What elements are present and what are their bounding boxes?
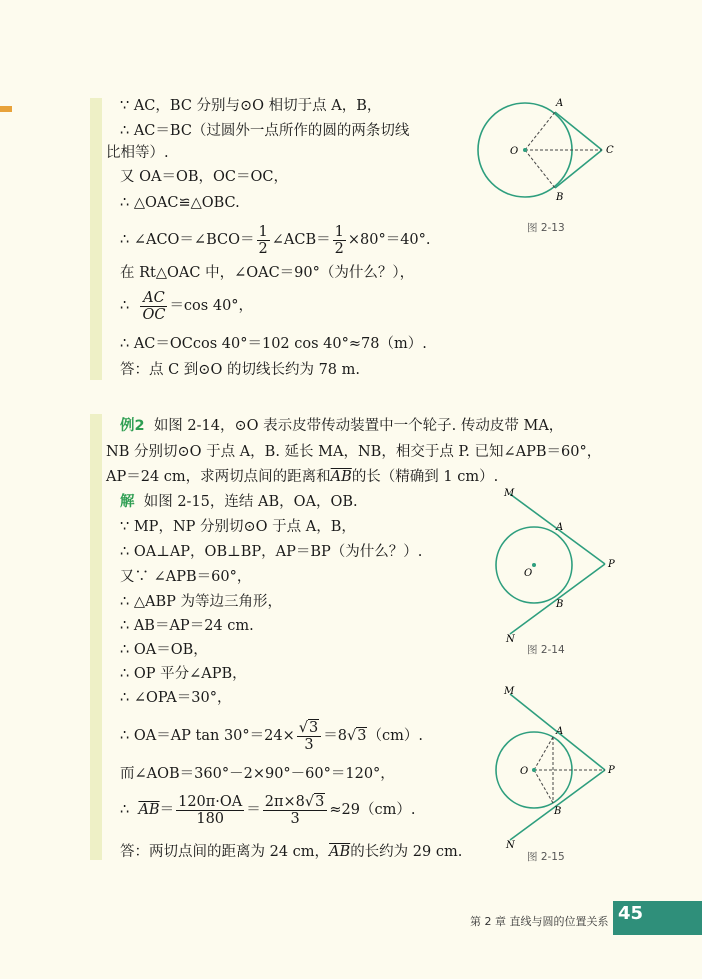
label-o: O	[520, 766, 529, 777]
tangent-bc	[555, 150, 602, 188]
tangent-np	[510, 770, 605, 840]
sqrt-arg: 3	[315, 793, 325, 810]
eq-sign: ＝	[246, 802, 261, 818]
fraction-ac-oc	[140, 290, 167, 323]
text-line: 又∵ ∠APB＝60°，	[120, 569, 252, 585]
text-line: ∴ OA＝OB，	[120, 642, 208, 658]
label-b: B	[554, 806, 562, 817]
frac-den: 3	[304, 736, 314, 753]
chapter-title: 第 2 章 直线与圆的位置关系	[470, 915, 609, 928]
eq-mid: ＝8	[323, 728, 347, 744]
eq-tail: ＝cos 40°，	[169, 298, 254, 314]
eq-lead: ∴	[120, 298, 130, 314]
center-dot	[532, 563, 536, 567]
text-line: ∴ AC＝OCcos 40°＝102 cos 40°≈78（m）.	[120, 336, 427, 352]
frac-num: 1	[334, 223, 344, 240]
label-n: N	[506, 634, 515, 645]
example-text: AP＝24 cm，求两切点间的距离和	[106, 469, 331, 485]
label-b: B	[556, 599, 564, 610]
frac-den: 180	[196, 810, 225, 827]
sqrt-arg: 3	[309, 719, 319, 736]
text-line: ∴ ∠OPA＝30°，	[120, 690, 232, 706]
figure-caption: 图 2-13	[527, 222, 565, 234]
arc-ab: $\overline{AB}$	[138, 802, 160, 818]
figure-caption: 图 2-15	[527, 851, 565, 863]
frac-num: 120π·OA	[178, 793, 243, 810]
section-band-top	[90, 98, 102, 380]
segment-ob	[534, 770, 553, 803]
equation-cos	[120, 288, 253, 324]
text-line: 而∠AOB＝360°－2×90°－60°＝120°，	[120, 766, 395, 782]
frac-num: AC	[140, 290, 167, 307]
eq-lead: ∴ ∠ACO＝∠BCO＝	[120, 232, 255, 248]
label-o: O	[524, 568, 533, 579]
text-line: ∴ AB＝AP＝24 cm.	[120, 618, 254, 634]
equation-arc	[120, 792, 416, 828]
frac-den: OC	[142, 306, 166, 323]
example-label: 例2	[120, 418, 145, 434]
frac-den: 3	[290, 810, 300, 827]
label-b: B	[556, 192, 564, 200]
eq-lead: ∴ OA＝AP tan 30°＝24×	[120, 728, 295, 744]
text-line: ∴ OP 平分∠APB，	[120, 666, 247, 682]
figure-caption: 图 2-14	[527, 644, 565, 656]
example-text: 如图 2-14，⊙O 表示皮带传动装置中一个轮子. 传动皮带 MA，	[153, 418, 564, 434]
fraction-arc-1	[176, 794, 244, 827]
fraction-half	[257, 224, 270, 257]
text-line: 比相等）.	[106, 145, 169, 161]
label-n: N	[506, 840, 515, 850]
label-o: O	[510, 146, 519, 157]
figure-2-15	[490, 680, 630, 850]
label-a: A	[556, 98, 564, 109]
eq-mid: ∠ACB＝	[271, 232, 331, 248]
label-p: P	[608, 765, 615, 776]
text-line: ∵ MP，NP 分别切⊙O 于点 A，B，	[120, 519, 356, 535]
figure-2-14	[490, 482, 630, 652]
text-line: ∴ OA⊥AP，OB⊥BP，AP＝BP（为什么？）.	[120, 544, 423, 560]
arc-ab: $\overline{AB}$	[330, 469, 352, 485]
label-m: M	[504, 686, 515, 697]
solution-text: 如图 2-15，连结 AB，OA，OB.	[143, 494, 358, 510]
segment-ob	[525, 150, 555, 188]
figure-2-13	[470, 90, 630, 200]
example-line-2: NB 分别切⊙O 于点 A，B. 延长 MA，NB，相交于点 P. 已知∠APB＝60°，	[106, 444, 602, 460]
segment-oa	[525, 112, 555, 150]
frac-num: √3	[297, 720, 321, 737]
solution-label: 解	[120, 494, 135, 510]
text-line: 答：点 C 到⊙O 的切线长约为 78 m.	[120, 362, 360, 378]
eq-lead: ∴	[120, 802, 130, 818]
sqrt-arg: 3	[357, 728, 367, 744]
equation-aco	[120, 222, 431, 258]
page-number: 45	[618, 903, 644, 924]
example-line-3	[106, 467, 498, 487]
label-a: A	[556, 522, 564, 533]
text-line: ∴ △ABP 为等边三角形，	[120, 594, 282, 610]
text-line: ∵ AC，BC 分别与⊙O 相切于点 A，B，	[120, 98, 382, 114]
frac-den: 2	[258, 240, 268, 257]
arc-ab: $\overline{AB}$	[329, 844, 351, 860]
tangent-ac	[555, 112, 602, 150]
section-band-bottom	[90, 414, 102, 860]
label-a: A	[556, 726, 564, 737]
text-line: 在 Rt△OAC 中，∠OAC＝90°（为什么？），	[120, 265, 415, 281]
frac-num: 1	[258, 223, 268, 240]
answer-text: 的长约为 29 cm.	[350, 844, 463, 860]
fraction-sqrt3-3	[297, 720, 321, 753]
fraction-half	[333, 224, 346, 257]
example-text: 的长（精确到 1 cm）.	[351, 469, 499, 485]
answer-text: 答：两切点间的距离为 24 cm，	[120, 844, 330, 860]
page-edge-marker	[0, 106, 12, 112]
equation-tan: ∴ OA＝AP tan 30°＝24× $\frac{√3}{3}$ ＝8√3（cm）.	[120, 719, 423, 753]
eq-unit: （cm）.	[367, 728, 423, 744]
answer-line	[120, 842, 462, 862]
label-p: P	[608, 559, 615, 570]
center-dot	[532, 768, 536, 772]
eq-tail: ≈29（cm）.	[329, 802, 416, 818]
text-line: ∴ AC＝BC（过圆外一点所作的圆的两条切线	[120, 123, 410, 139]
eq-tail: ×80°＝40°.	[347, 232, 431, 248]
fraction-arc-2	[263, 794, 328, 827]
solution-first	[120, 492, 358, 512]
center-dot	[523, 148, 527, 152]
frac-den: 2	[334, 240, 344, 257]
frac-num-text: 2π×8	[264, 793, 305, 810]
text-line: 又 OA＝OB，OC＝OC，	[120, 169, 288, 185]
label-c: C	[606, 145, 614, 156]
label-m: M	[504, 488, 515, 499]
segment-oa	[534, 737, 553, 770]
eq-sign: ＝	[159, 802, 175, 818]
frac-num: 2π×8√3	[263, 794, 328, 811]
example-line-1	[120, 416, 563, 436]
text-line: ∴ △OAC≌△OBC.	[120, 195, 240, 211]
